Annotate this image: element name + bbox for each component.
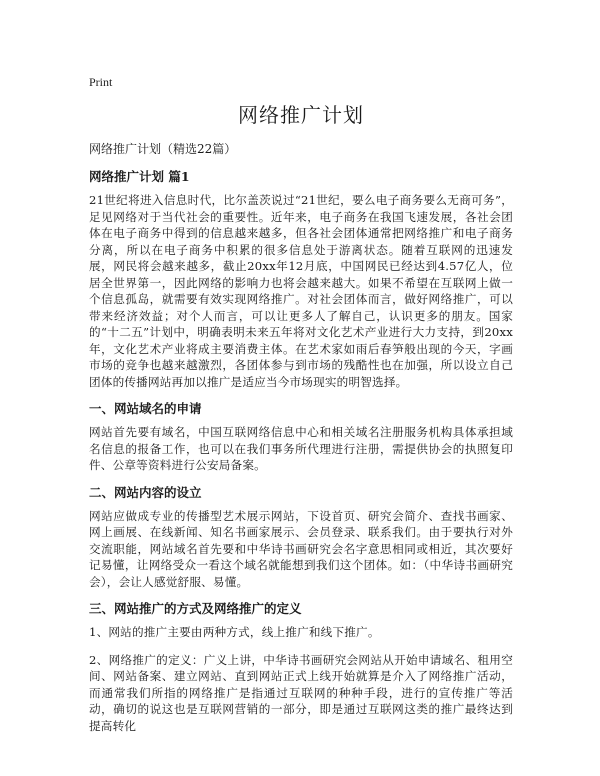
section-heading-promotion: 三、网站推广的方式及网络推广的定义 xyxy=(89,601,302,616)
intro-paragraph: 21世纪将进入信息时代，比尔盖茨说过“21世纪，要么电子商务要么无商可务”，足见网络对于当代社会的重要性。近年来，电子商务在我国飞速发展，各社会团体在电子商务中得到的信息越来越多，但各社会团体通常把网络推广和电子商务分离，所以在电子商务中积累的很多信息处于游离状态。随着互联网的迅速发展，网民将会越来越多，截止20xx年12月底，中国网民已经达到4.57亿人，位居全世界第一，因此网络的影响力也将会越来越大。如果不希望在互联网上做一个信息孤岛，就需要有效实现网络推广。对社会团体而言，做好网络推广，可以带来经济效益；对个人而言，可以让更多人了解自己，认识更多的朋友。国家的“十二五”计划中，明确表明未来五年将对文化艺术产业进行大力支持，到20xx年，文化艺术产业将成主要消费主体。在艺术家如雨后春笋般出现的今天，字画市场的竞争也越来越激烈，各团体参与到市场的残酷性也在加强，所以设立自己团体的传播网站再加以推广是适应当今市场现实的明智选择。 xyxy=(89,193,513,389)
article-heading: 网络推广计划 篇1 xyxy=(89,169,190,184)
section-heading-domain: 一、网站域名的申请 xyxy=(89,401,202,416)
section-body-promotion-1: 1、网站的推广主要由两种方式，线上推广和线下推广。 xyxy=(89,625,380,639)
document-subtitle: 网络推广计划（精选22篇） xyxy=(89,142,237,156)
section-body-content: 网站应做成专业的传播型艺术展示网站，下设首页、研究会简介、查找书画家、网上画展、在线新闻、知名书画家展示、会员登录、联系我们。由于要执行对外交流职能，网站域名首先要和中华诗书画研究会名字意思相同或相近，其次要好记易懂，让网络受众一看这个域名就能想到我们这个团体。如：（中华诗书画研究会），会让人感觉舒服、易懂。 xyxy=(89,508,513,589)
print-link[interactable]: Print xyxy=(89,75,113,89)
section-heading-content: 二、网站内容的设立 xyxy=(89,484,202,500)
page-title: 网络推广计划 xyxy=(238,103,364,127)
section-body-domain: 网站首先要有域名，中国互联网络信息中心和相关域名注册服务机构具体承担域名信息的报备工作，也可以在我们事务所代理进行注册，需提供协会的执照复印件、公章等资料进行公安局备案。 xyxy=(89,425,513,472)
section-body-promotion-2: 2、网络推广的定义：广义上讲，中华诗书画研究会网站从开始申请域名、租用空间、网站备案、建立网站、直到网站正式上线开始就算是介入了网络推广活动，而通常我们所指的网络推广是指通过互联网的种种手段，进行的宣传推广等活动，确切的说这也是互联网营销的一部分，即是通过互联网这类的推广最终达到提高转化 xyxy=(89,652,513,733)
